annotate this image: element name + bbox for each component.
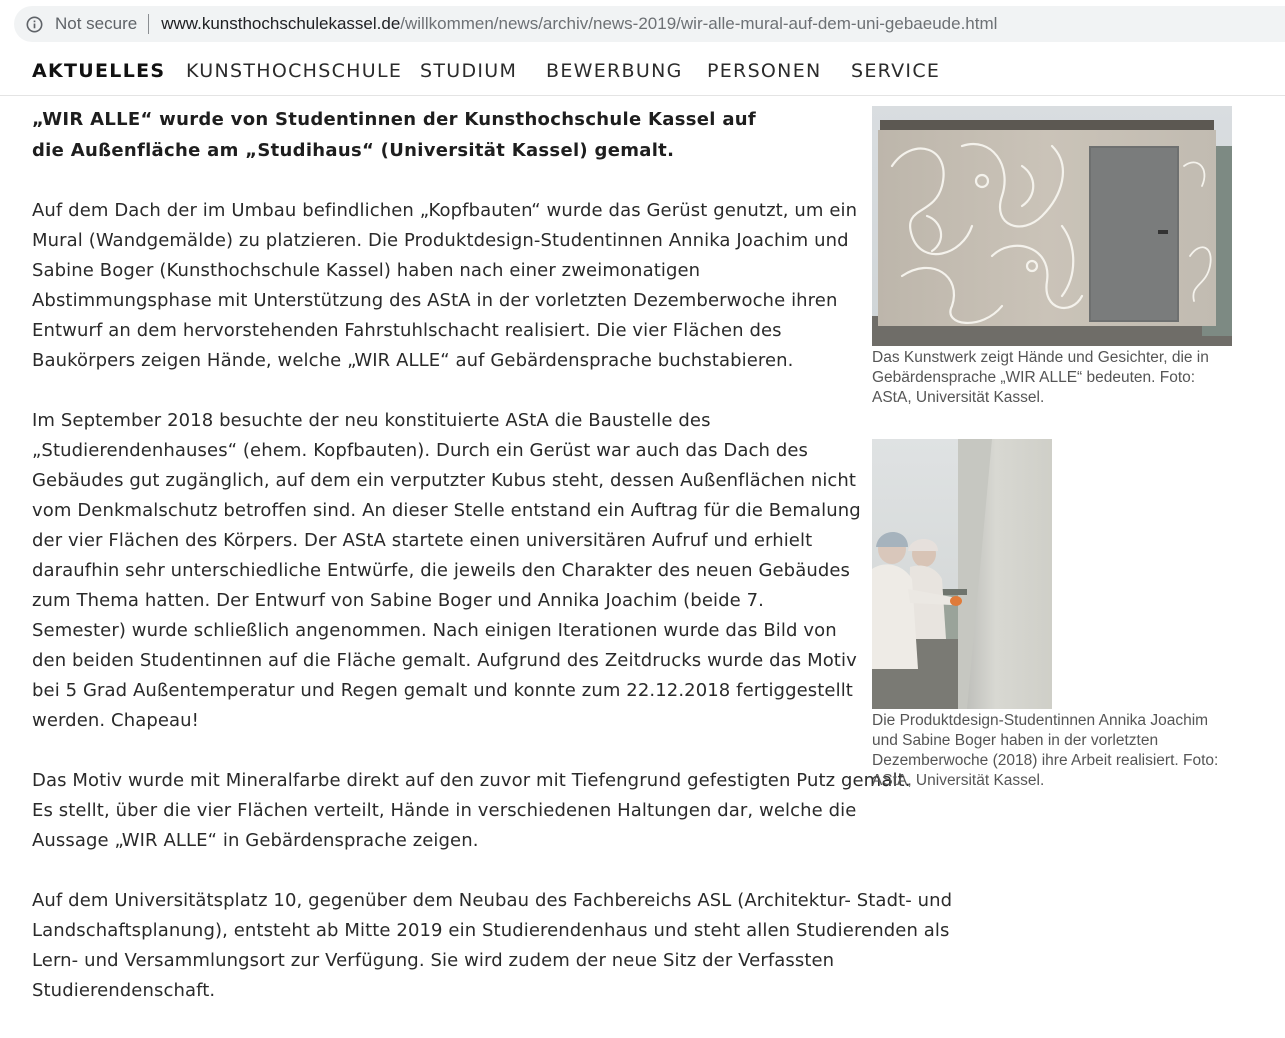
article-paragraph: Im September 2018 besuchte der neu konstituierte AStA die Baustelle des „Studierendenhauses“ (ehem. Kopfbauten). Durch ein Gerüst war auch das Dach des Gebäudes gut zugänglich, auf dem ein verputzter Kubus steht, dessen Außenflächen nicht vom Denkmalschutz betroffen sind. An dieser Stelle entstand ein Auftrag für die Bemalung der vier Flächen des Körpers. Der AStA startete einen universitären Aufruf und erhielt daraufhin sehr unterschiedliche Entwürfe, die jeweils den Charakter des neuen Gebäudes zum Thema hatten. Der Entwurf von Sabine Boger und Annika Joachim (beide 7. Semester) wurde schließlich angenommen. Nach einigen Iterationen wurde das Bild von den beiden Studentinnen auf die Fläche gemalt. Aufgrund des Zeitdrucks wurde das Motiv bei 5 Grad Außentemperatur und Regen gemalt und konnte zum 22.12.2018 fertiggestellt werden. Chapeau! <box>32 410 861 731</box>
url-path[interactable]: /willkommen/news/archiv/news-2019/wir-alle-mural-auf-dem-uni-gebaeude.html <box>400 14 998 33</box>
article-paragraph: Auf dem Universitätsplatz 10, gegenüber dem Neubau des Fachbereichs ASL (Architektur- Stadt- und Landschaftsplanung), entsteht ab Mitte 2019 ein Studierendenhaus und steht allen Studierenden als Lern- und Versammlungsort zur Verfügung. Sie wird zudem der neue Sitz der Verfassten Studierendenschaft. <box>32 890 953 1001</box>
security-label[interactable]: Not secure <box>55 14 138 33</box>
students-photo[interactable] <box>872 439 1052 709</box>
nav-item-bewerbung[interactable]: BEWERBUNG <box>546 60 683 82</box>
nav-item-aktuelles[interactable]: AKTUELLES <box>32 60 166 82</box>
article-paragraph: Das Motiv wurde mit Mineralfarbe direkt auf den zuvor mit Tiefengrund gefestigten Putz gemalt. Es stellt, über die vier Flächen verteilt, Hände in verschiedenen Haltungen dar, welche die Aussage „WIR ALLE“ in Gebärdensprache zeigen. <box>32 770 911 851</box>
nav-item-kunsthochschule[interactable]: KUNSTHOCHSCHULE <box>186 60 403 82</box>
mural-photo[interactable] <box>872 106 1232 346</box>
figure-caption: Das Kunstwerk zeigt Hände und Gesichter, die in Gebärdensprache „WIR ALLE“ bedeuten. Foto: AStA, Universität Kassel. <box>872 349 1209 406</box>
nav-item-personen[interactable]: PERSONEN <box>707 60 822 82</box>
article-paragraph: Auf dem Dach der im Umbau befindlichen „Kopfbauten“ wurde das Gerüst genutzt, um ein Mural (Wandgemälde) zu platzieren. Die Produktdesign-Studentinnen Annika Joachim und Sabine Boger (Kunsthochschule Kassel) haben nach einer zweimonatigen Abstimmungsphase mit Unterstützung des AStA in der vorletzten Dezemberwoche ihren Entwurf an dem hervorstehenden Fahrstuhlschacht realisiert. Die vier Flächen des Baukörpers zeigen Hände, welche „WIR ALLE“ auf Gebärdensprache buchstabieren. <box>32 200 858 371</box>
divider <box>148 14 149 34</box>
url-omnibox[interactable] <box>14 6 1285 42</box>
info-circle-icon[interactable] <box>26 16 43 33</box>
figure-students <box>872 439 1232 791</box>
main-navigation <box>0 48 1285 96</box>
nav-item-studium[interactable]: STUDIUM <box>420 60 518 82</box>
article-lead: „WIR ALLE“ wurde von Studentinnen der Kunsthochschule Kassel auf die Außenfläche am „Studihaus“ (Universität Kassel) gemalt. <box>32 109 757 161</box>
figure-caption: Die Produktdesign-Studentinnen Annika Joachim und Sabine Boger haben in der vorletzten Dezemberwoche (2018) ihre Arbeit realisiert. Foto: AStA, Universität Kassel. <box>872 712 1219 789</box>
figure-mural <box>872 106 1232 408</box>
nav-item-service[interactable]: SERVICE <box>851 60 941 82</box>
url-host[interactable]: www.kunsthochschulekassel.de <box>161 14 401 33</box>
browser-address-bar <box>0 0 1285 48</box>
article-body <box>32 104 962 1006</box>
